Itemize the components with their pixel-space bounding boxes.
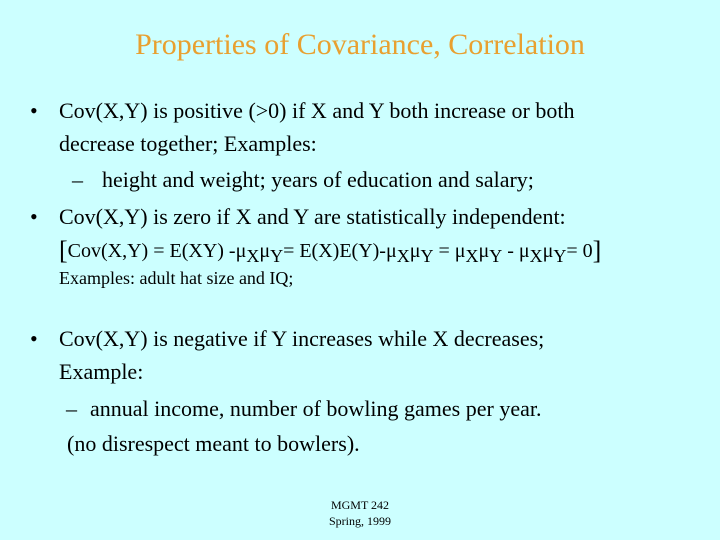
formula-mu: μ	[454, 240, 466, 262]
bullet1-line1: Cov(X,Y) is positive (>0) if X and Y both increase or both	[59, 98, 575, 123]
footer-course: MGMT 242	[330, 498, 390, 512]
sub-bullet-dash: –	[72, 167, 83, 192]
formula-mu: μ	[235, 240, 247, 262]
bullet2-line1: Cov(X,Y) is zero if X and Y are statistically independent:	[59, 204, 566, 229]
formula-mu: μ	[542, 240, 554, 262]
bullet3-subitem: annual income, number of bowling games per year.	[90, 396, 542, 421]
formula-part: = E(X)E(Y)-	[283, 240, 386, 262]
covariance-formula	[59, 236, 601, 267]
bullet3-note: (no disrespect meant to bowlers).	[67, 431, 360, 456]
formula-sub: X	[246, 246, 260, 266]
formula-mu: μ	[259, 240, 271, 262]
slide-title: Properties of Covariance, Correlation	[135, 28, 585, 61]
formula-sub: X	[396, 246, 410, 266]
formula-mu: μ	[478, 240, 490, 262]
formula-sub: Y	[420, 246, 434, 266]
formula-sub: X	[529, 246, 543, 266]
bullet-marker: •	[30, 98, 38, 123]
footer-term: Spring, 1999	[328, 514, 391, 528]
formula-sub: Y	[553, 246, 567, 266]
formula-mu: μ	[518, 240, 530, 262]
bullet-marker: •	[30, 326, 38, 351]
formula-sub: Y	[270, 246, 284, 266]
bullet3-line1: Cov(X,Y) is negative if Y increases while X decreases;	[59, 326, 545, 351]
bullet-marker: •	[30, 204, 38, 229]
formula-mu: μ	[385, 240, 397, 262]
formula-open-bracket: [	[59, 236, 68, 265]
formula-part: = 0	[566, 240, 593, 262]
sub-bullet-dash: –	[66, 396, 77, 421]
formula-sub: X	[465, 246, 479, 266]
formula-part: =	[433, 240, 455, 262]
formula-close-bracket: ]	[592, 236, 602, 265]
bullet1-subitem: height and weight; years of education and salary;	[102, 167, 534, 192]
formula-sub: Y	[489, 246, 503, 266]
bullet1-line2: decrease together; Examples:	[59, 131, 317, 156]
bullet3-line2: Example:	[59, 359, 144, 384]
bullet2-examples: Examples: adult hat size and IQ;	[59, 268, 294, 288]
formula-mu: μ	[409, 240, 421, 262]
formula-part: Cov(X,Y) = E(XY) -	[67, 240, 236, 262]
formula-part: -	[502, 240, 519, 262]
